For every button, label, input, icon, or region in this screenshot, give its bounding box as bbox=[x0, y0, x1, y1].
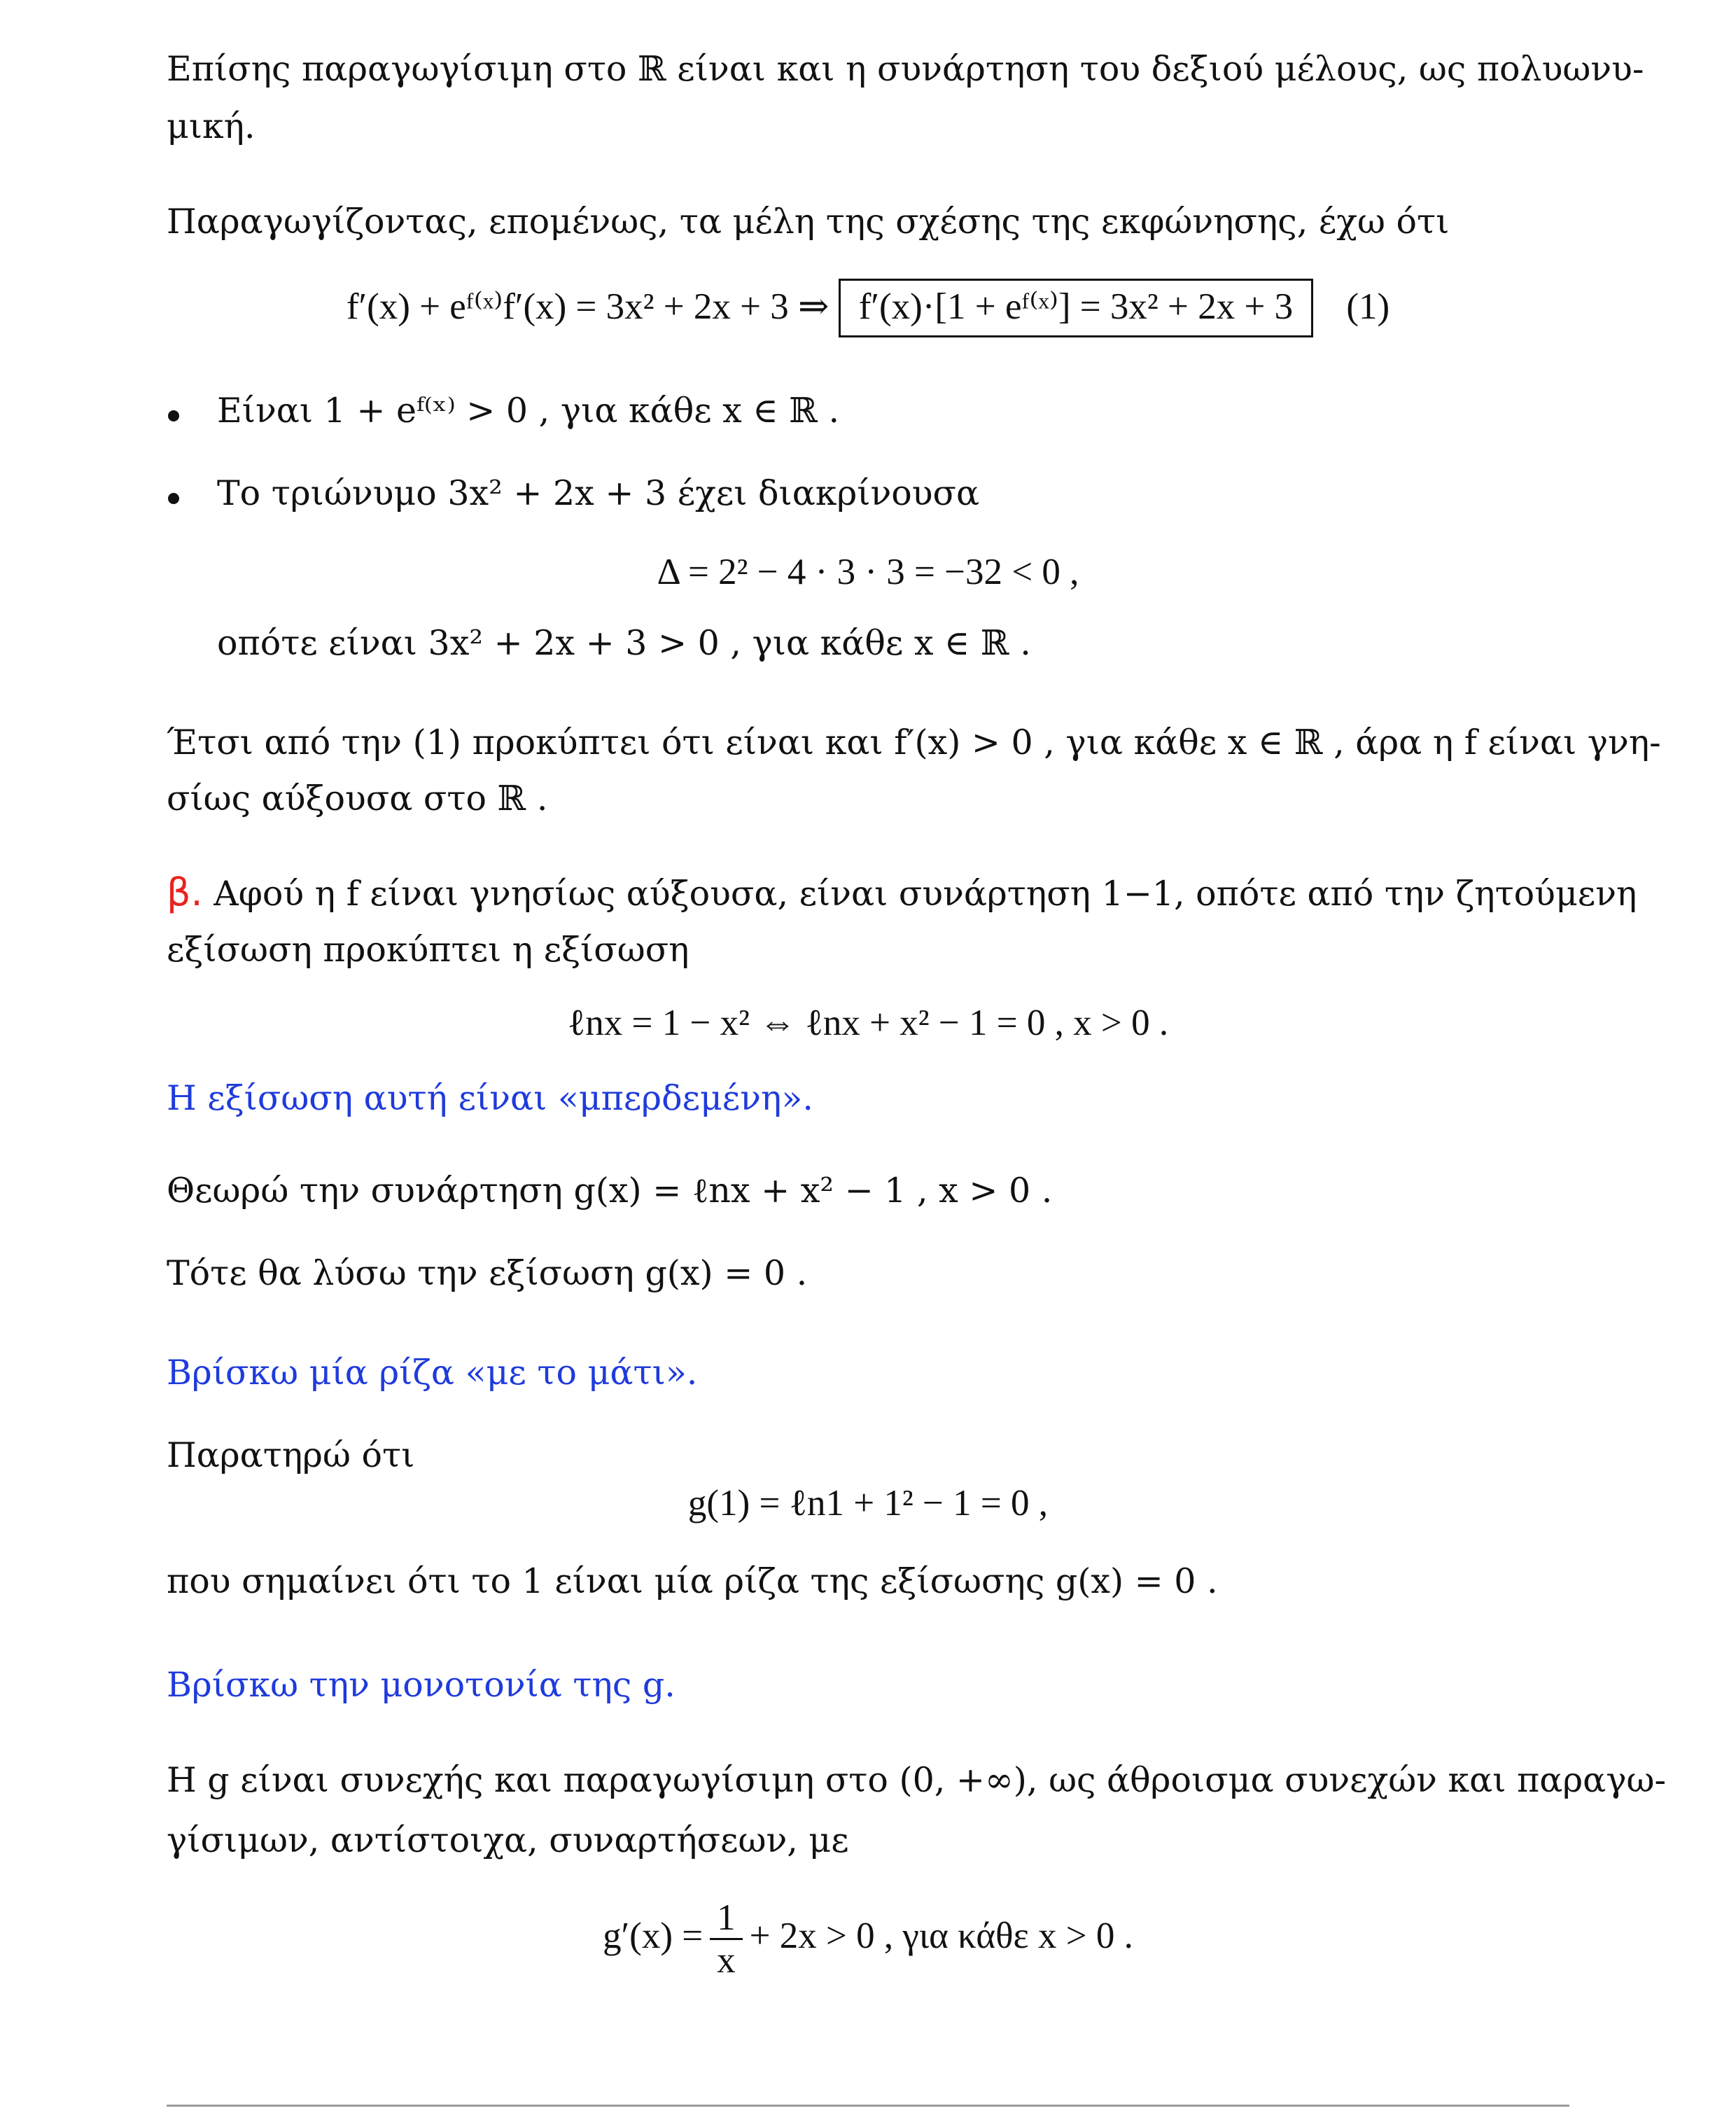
paragraph-line: που σημαίνει ότι το 1 είναι μία ρίζα της εξίσωσης g(x) = 0 . bbox=[167, 1561, 1218, 1601]
paragraph-line: Θεωρώ την συνάρτηση g(x) = ℓnx + x² − 1 , x > 0 . bbox=[167, 1171, 1053, 1211]
fraction bbox=[710, 1897, 743, 1981]
equation-1-boxed: f′(x)·[1 + eᶠ⁽ˣ⁾] = 3x² + 2x + 3 bbox=[839, 279, 1313, 337]
paragraph-line: γίσιμων, αντίστοιχα, συναρτήσεων, με bbox=[167, 1820, 849, 1860]
bullet-icon bbox=[168, 493, 179, 504]
part-beta-marker: β. bbox=[167, 870, 203, 914]
paragraph-line: εξίσωση προκύπτει η εξίσωση bbox=[167, 930, 690, 970]
paragraph-line: σίως αύξουσα στο ℝ . bbox=[167, 779, 548, 818]
equation-2: Δ = 2² − 4 · 3 · 3 = −32 < 0 , bbox=[657, 552, 1079, 592]
paragraph-text: Αφού η f είναι γνησίως αύξουσα, είναι συνάρτηση 1−1, οπότε από την ζητούμενη bbox=[202, 874, 1637, 914]
paragraph-line: Επίσης παραγωγίσιμη στο ℝ είναι και η συνάρτηση του δεξιού μέλους, ως πολυωνυ- bbox=[167, 49, 1644, 89]
equation-number: (1) bbox=[1346, 286, 1390, 327]
section-heading: Η εξίσωση αυτή είναι «μπερδεμένη». bbox=[167, 1078, 813, 1118]
paragraph-line: μική. bbox=[167, 106, 255, 146]
equation-4: g(1) = ℓn1 + 1² − 1 = 0 , bbox=[687, 1483, 1049, 1523]
equation-1-left: f′(x) + eᶠ⁽ˣ⁾f′(x) = 3x² + 2x + 3 ⇒ bbox=[346, 286, 830, 327]
paragraph-line: Η g είναι συνεχής και παραγωγίσιμη στο (0, +∞), ως άθροισμα συνεχών και παραγω- bbox=[167, 1760, 1667, 1800]
equation-5-left: g′(x) = bbox=[603, 1916, 704, 1956]
paragraph-line: Έτσι από την (1) προκύπτει ότι είναι και f′(x) > 0 , για κάθε x ∈ ℝ , άρα η f είναι γνη- bbox=[167, 723, 1661, 762]
paragraph-line bbox=[167, 870, 1637, 916]
fraction-denominator: x bbox=[717, 1940, 736, 1981]
bullet-icon bbox=[168, 410, 179, 421]
paragraph-line: Τότε θα λύσω την εξίσωση g(x) = 0 . bbox=[167, 1253, 808, 1293]
fraction-numerator: 1 bbox=[710, 1897, 743, 1940]
paragraph-line: Παραγωγίζοντας, επομένως, τα μέλη της σχέσης της εκφώνησης, έχω ότι bbox=[167, 202, 1450, 242]
footer-rule bbox=[167, 2105, 1569, 2107]
section-heading: Βρίσκω την μονοτονία της g. bbox=[167, 1665, 676, 1705]
equation-3: ℓnx = 1 − x² ⇔ ℓnx + x² − 1 = 0 , x > 0 . bbox=[567, 1003, 1169, 1043]
equation-1 bbox=[0, 279, 1736, 337]
bullet-item: Είναι 1 + eᶠ⁽ˣ⁾ > 0 , για κάθε x ∈ ℝ . bbox=[217, 391, 840, 431]
section-heading: Βρίσκω μία ρίζα «με το μάτι». bbox=[167, 1353, 698, 1393]
equation-5-right: + 2x > 0 , για κάθε x > 0 . bbox=[749, 1916, 1133, 1956]
paragraph-line: Παρατηρώ ότι bbox=[167, 1435, 415, 1475]
bullet-item: Το τριώνυμο 3x² + 2x + 3 έχει διακρίνουσα bbox=[217, 473, 980, 513]
bullet-continuation: οπότε είναι 3x² + 2x + 3 > 0 , για κάθε x ∈ ℝ . bbox=[217, 623, 1031, 663]
equation-5 bbox=[0, 1890, 1736, 1981]
